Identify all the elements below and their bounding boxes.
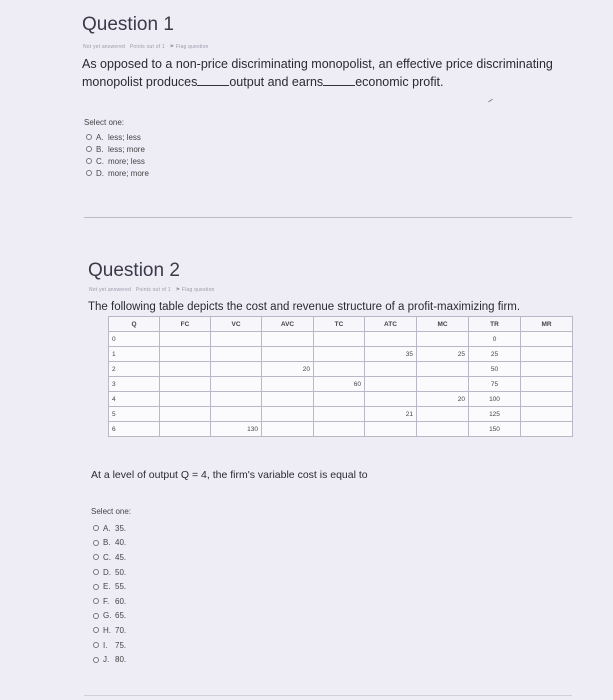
option-text: 45. (115, 552, 127, 562)
table-cell: 0 (469, 332, 521, 347)
q2-option-j[interactable] (93, 652, 126, 667)
question-divider (84, 217, 572, 218)
q2-option-a[interactable] (93, 521, 126, 536)
option-text: 55. (115, 582, 127, 592)
table-cell: 75 (469, 377, 521, 392)
table-cell (314, 332, 365, 347)
radio-icon[interactable] (93, 598, 99, 604)
table-cell (521, 407, 573, 422)
option-text: 65. (115, 611, 127, 621)
header-mc: MC (417, 317, 469, 332)
answer-status: Not yet answered (89, 287, 132, 293)
table-cell (314, 347, 365, 362)
radio-icon[interactable] (93, 540, 99, 546)
table-cell (262, 407, 314, 422)
radio-icon[interactable] (93, 554, 99, 560)
option-letter: D. (96, 168, 104, 178)
header-avc: AVC (262, 317, 314, 332)
header-vc: VC (211, 317, 262, 332)
blank-1 (197, 74, 229, 86)
table-cell: 4 (109, 392, 160, 407)
q2-option-e[interactable] (93, 579, 126, 594)
table-cell (160, 362, 211, 377)
table-cell (521, 332, 573, 347)
table-cell (521, 347, 573, 362)
table-cell: 0 (109, 332, 160, 347)
table-cell (211, 377, 262, 392)
text-part: economic profit. (355, 75, 444, 89)
option-letter: J. (103, 655, 110, 665)
q2-options-list (93, 521, 126, 667)
option-text: 35. (115, 523, 127, 533)
header-atc: ATC (365, 317, 417, 332)
cost-revenue-table (108, 316, 573, 437)
table-cell (365, 422, 417, 437)
table-row (109, 422, 573, 437)
q2-select-one-label: Select one: (91, 507, 132, 516)
q2-option-f[interactable] (93, 594, 126, 609)
table-cell (417, 377, 469, 392)
text-part: output and earns (229, 75, 324, 89)
q1-option-c[interactable] (86, 155, 149, 167)
option-letter: F. (103, 596, 110, 606)
table-cell (211, 407, 262, 422)
table-cell: 35 (365, 347, 417, 362)
table-cell (417, 362, 469, 377)
answer-status: Not yet answered (83, 44, 126, 50)
option-letter: C. (96, 156, 104, 166)
table-cell (521, 392, 573, 407)
flag-question-link[interactable]: Flag question (181, 287, 215, 293)
table-cell (160, 332, 211, 347)
question-1-text (82, 55, 582, 91)
header-q: Q (109, 317, 160, 332)
table-cell (417, 407, 469, 422)
table-cell (160, 347, 211, 362)
flag-icon[interactable]: ⚑ (169, 44, 175, 50)
table-cell (160, 377, 211, 392)
marks-label: Points out of 1 (135, 287, 171, 293)
option-text: 70. (115, 625, 127, 635)
table-cell (521, 377, 573, 392)
question-1-title: Question 1 (82, 14, 174, 35)
table-cell (314, 407, 365, 422)
table-header-row (109, 317, 573, 332)
table-cell (314, 362, 365, 377)
radio-icon[interactable] (93, 584, 99, 590)
q1-select-one-label: Select one: (84, 118, 125, 127)
table-cell: 60 (314, 377, 365, 392)
option-text: more; more (108, 168, 149, 178)
q1-option-b[interactable] (86, 143, 149, 155)
question-2-title: Question 2 (88, 260, 180, 281)
q2-option-i[interactable] (93, 638, 126, 653)
option-letter: G. (103, 611, 112, 621)
q1-option-d[interactable] (86, 167, 149, 179)
bottom-divider (84, 695, 572, 696)
table-cell (365, 332, 417, 347)
radio-icon[interactable] (93, 642, 99, 648)
table-cell: 20 (417, 392, 469, 407)
header-fc: FC (160, 317, 211, 332)
text-part: monopolist produces (82, 75, 198, 89)
table-cell (262, 392, 314, 407)
question-1-line-2 (82, 73, 582, 91)
table-cell (417, 332, 469, 347)
option-text: 40. (115, 538, 127, 548)
radio-icon[interactable] (93, 569, 99, 575)
q2-option-d[interactable] (93, 565, 126, 580)
option-text: less; less (108, 132, 141, 142)
radio-icon[interactable] (93, 657, 99, 663)
option-letter: B. (103, 538, 111, 548)
option-text: 75. (115, 640, 127, 650)
table-cell: 5 (109, 407, 160, 422)
table-row (109, 392, 573, 407)
option-letter: A. (103, 523, 111, 533)
table-cell: 125 (469, 407, 521, 422)
table-cell (262, 377, 314, 392)
table-cell (160, 407, 211, 422)
flag-question-link[interactable]: Flag question (175, 44, 209, 50)
q2-option-b[interactable] (93, 536, 126, 551)
radio-icon[interactable] (93, 525, 99, 531)
table-cell: 130 (211, 422, 262, 437)
table-body (109, 332, 573, 437)
radio-icon[interactable] (93, 627, 99, 633)
table-cell: 150 (469, 422, 521, 437)
radio-icon[interactable] (86, 146, 92, 152)
option-letter: H. (103, 625, 111, 635)
option-letter: D. (103, 567, 111, 577)
table-cell (365, 392, 417, 407)
option-text: 80. (115, 655, 127, 665)
table-row (109, 377, 573, 392)
table-row (109, 362, 573, 377)
table-row (109, 347, 573, 362)
header-tr: TR (469, 317, 521, 332)
radio-icon[interactable] (86, 158, 92, 164)
table-cell: 21 (365, 407, 417, 422)
table-cell: 6 (109, 422, 160, 437)
table-cell: 25 (469, 347, 521, 362)
radio-icon[interactable] (86, 170, 92, 176)
radio-icon[interactable] (93, 613, 99, 619)
question-2-intro: The following table depicts the cost and revenue structure of a profit-maximizing firm. (88, 301, 521, 313)
table-cell (365, 362, 417, 377)
table-cell (262, 347, 314, 362)
table-cell (262, 332, 314, 347)
marks-label: Points out of 1 (129, 44, 165, 50)
header-tc: TC (314, 317, 365, 332)
option-text: 50. (115, 567, 127, 577)
question-2-text: At a level of output Q = 4, the firm's variable cost is equal to (91, 469, 368, 481)
table-cell: 1 (109, 347, 160, 362)
table-cell (365, 377, 417, 392)
table-cell (160, 422, 211, 437)
q1-options-list (86, 131, 149, 179)
table-cell (314, 422, 365, 437)
option-text: less; more (108, 144, 145, 154)
table-cell (211, 347, 262, 362)
option-letter: C. (103, 552, 111, 562)
option-letter: E. (103, 582, 111, 592)
table-cell: 100 (469, 392, 521, 407)
blank-2 (323, 74, 355, 86)
table-cell: 2 (109, 362, 160, 377)
table-cell (521, 422, 573, 437)
option-text: more; less (108, 156, 145, 166)
table-cell (211, 362, 262, 377)
question-2-meta (89, 287, 215, 293)
option-letter: B. (96, 144, 104, 154)
table-cell: 25 (417, 347, 469, 362)
cursor-mark (488, 99, 493, 103)
option-text: 60. (115, 596, 127, 606)
q2-option-h[interactable] (93, 623, 126, 638)
table-cell (417, 422, 469, 437)
question-1-line-1: As opposed to a non-price discriminating monopolist, an effective price discriminating (82, 57, 553, 71)
flag-icon[interactable]: ⚑ (175, 287, 181, 293)
header-mr: MR (521, 317, 573, 332)
option-letter: I. (103, 640, 108, 650)
table-cell: 50 (469, 362, 521, 377)
table-cell (262, 422, 314, 437)
table-cell (211, 332, 262, 347)
table-cell (160, 392, 211, 407)
question-1-meta (83, 44, 209, 50)
radio-icon[interactable] (86, 134, 92, 140)
table-row (109, 407, 573, 422)
table-row (109, 332, 573, 347)
table-cell (314, 392, 365, 407)
option-letter: A. (96, 132, 104, 142)
table-cell (211, 392, 262, 407)
q2-option-c[interactable] (93, 550, 126, 565)
table-cell (521, 362, 573, 377)
table-cell: 3 (109, 377, 160, 392)
q1-option-a[interactable] (86, 131, 149, 143)
q2-option-g[interactable] (93, 609, 126, 624)
table-cell: 20 (262, 362, 314, 377)
